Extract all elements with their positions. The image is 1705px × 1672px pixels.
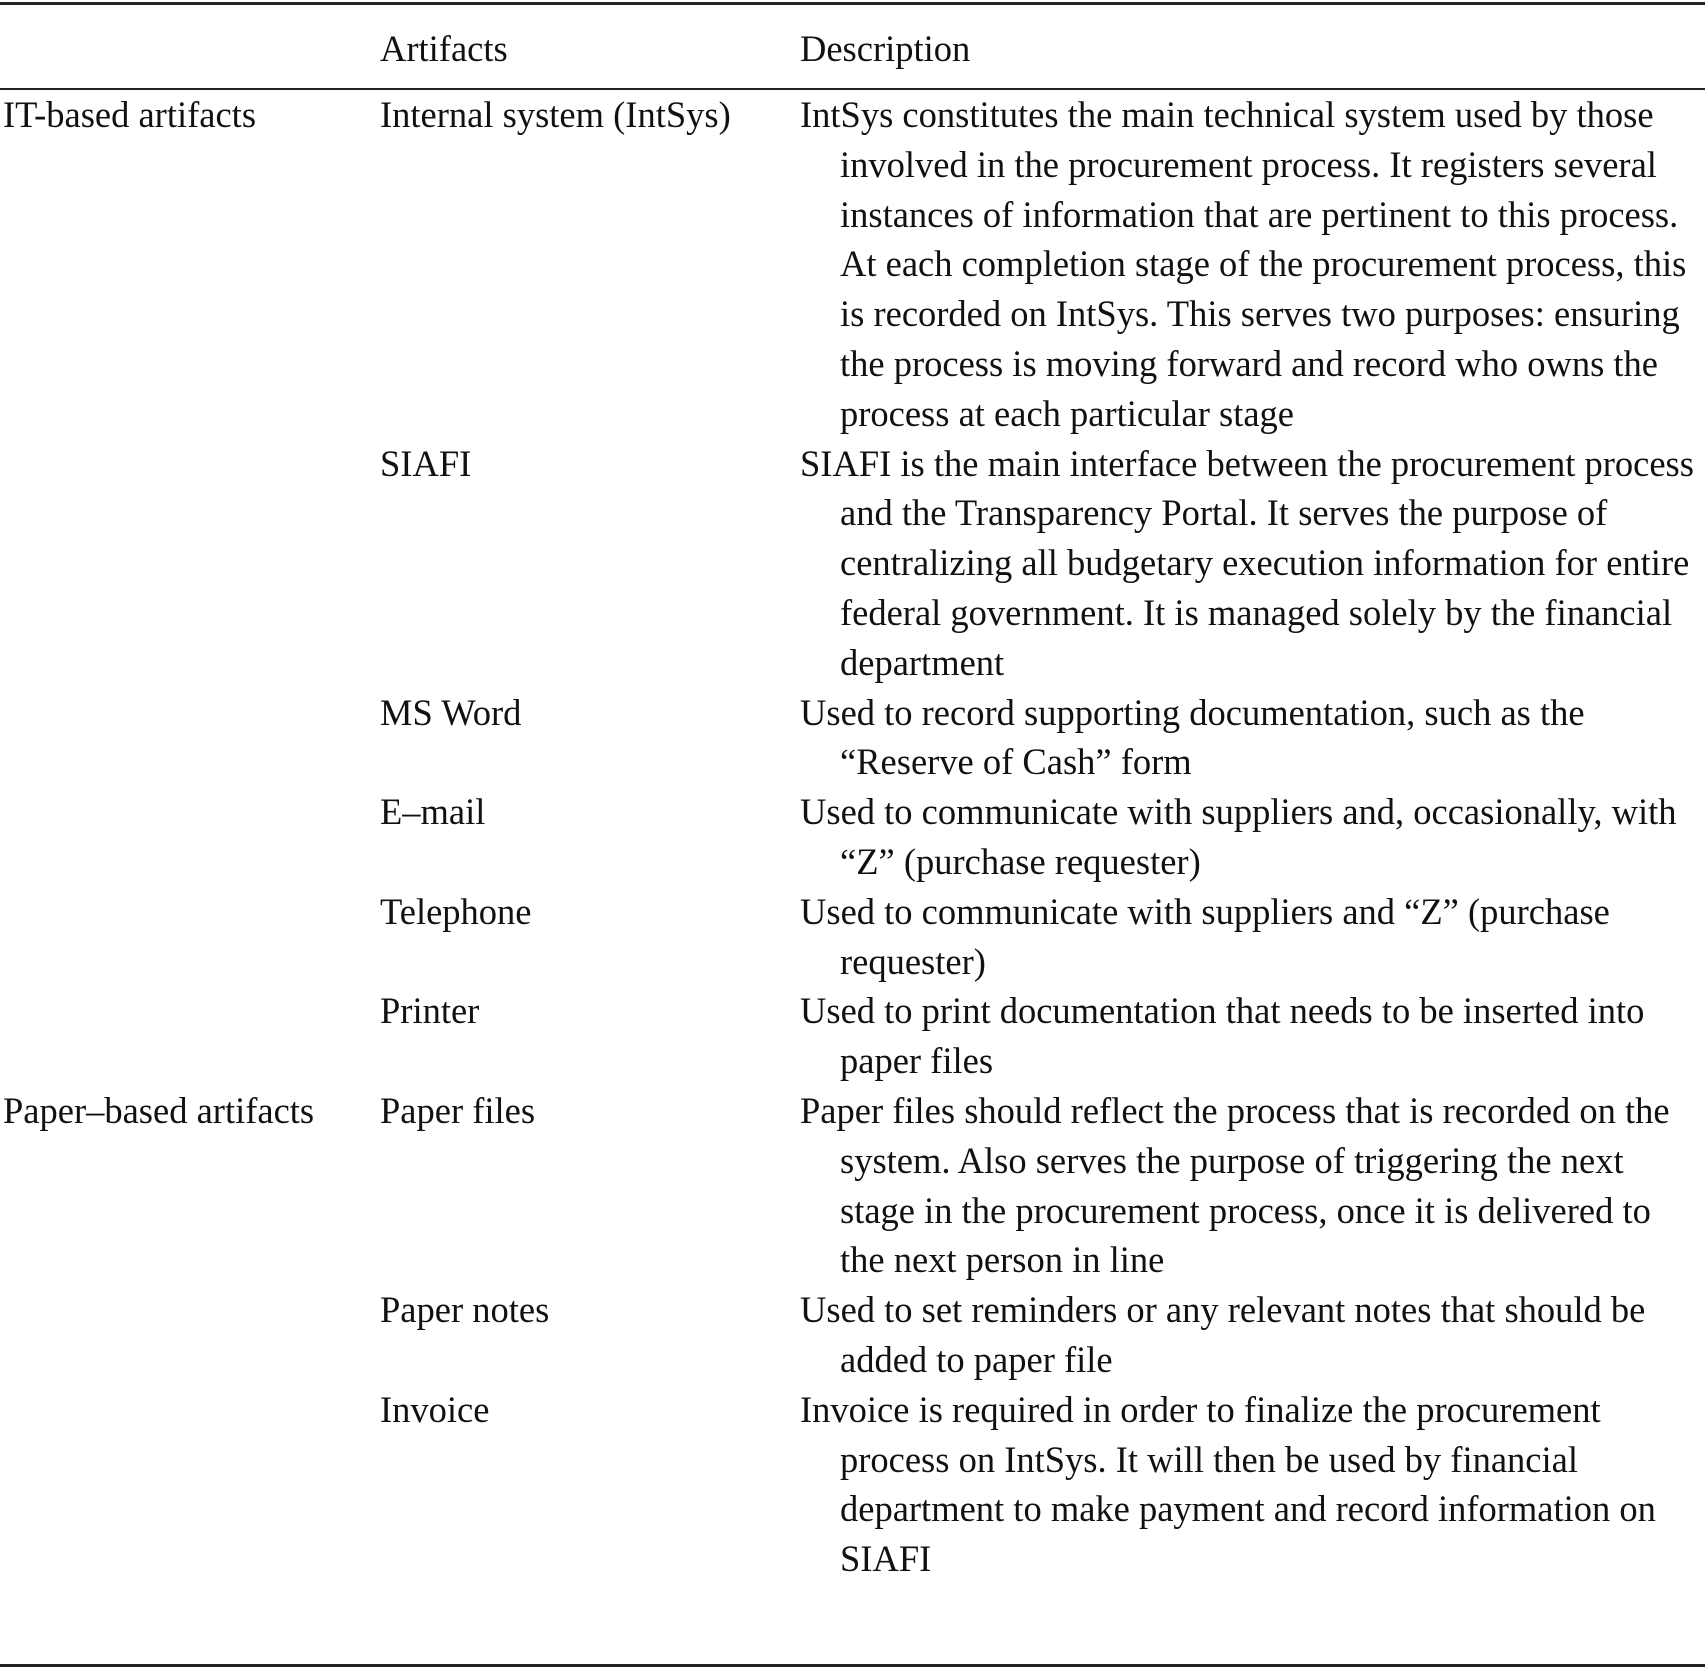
table-row — [0, 90, 1705, 439]
table-row — [0, 688, 1705, 788]
header-artifacts: Artifacts — [380, 28, 508, 69]
description-cell: Invoice is required in order to finalize the procurement process on IntSys. It will then be used by financial department to make payment and record information on SIAFI — [800, 1388, 1656, 1580]
table-header-row — [0, 24, 1705, 90]
table-body — [0, 90, 1705, 1584]
header-category — [0, 24, 380, 90]
table-row — [0, 986, 1705, 1086]
description-cell: SIAFI is the main interface between the procurement process and the Transparency Portal. It serves the purpose of centralizing all budgetary execution information for entire federal government. It is managed solely by the financial department — [800, 442, 1694, 683]
category-cell — [0, 1385, 380, 1584]
artifact-cell: Invoice — [380, 1388, 490, 1430]
category-cell — [0, 887, 380, 987]
artifact-cell: Internal system (IntSys) — [380, 94, 731, 135]
header-description: Description — [800, 28, 971, 69]
table-row — [0, 439, 1705, 688]
artifact-cell: E–mail — [380, 791, 486, 833]
artifact-cell: Telephone — [380, 890, 532, 932]
category-cell — [0, 1285, 380, 1385]
artifacts-table — [0, 24, 1705, 1584]
artifact-cell: Paper notes — [380, 1289, 550, 1331]
description-cell: Used to record supporting documentation, such as the “Reserve of Cash” form — [800, 691, 1585, 783]
description-cell: Paper files should reflect the process that is recorded on the system. Also serves the purpose of triggering the next stage in the procurement process, once it is delivered to the next person in line — [800, 1089, 1670, 1281]
table-top-rule — [0, 2, 1705, 5]
category-cell — [0, 688, 380, 788]
description-cell: Used to communicate with suppliers and, occasionally, with “Z” (purchase requester) — [800, 791, 1677, 882]
table-row — [0, 887, 1705, 987]
artifact-cell: MS Word — [380, 691, 522, 733]
artifact-cell: SIAFI — [380, 442, 472, 484]
category-cell — [0, 439, 380, 688]
artifact-cell: Printer — [380, 990, 480, 1032]
description-cell: Used to communicate with suppliers and “Z” (purchase requester) — [800, 890, 1610, 982]
description-cell: Used to set reminders or any relevant notes that should be added to paper file — [800, 1289, 1646, 1380]
category-cell: Paper–based artifacts — [3, 1089, 315, 1131]
artifact-cell: Paper files — [380, 1089, 536, 1131]
category-cell: IT-based artifacts — [3, 94, 257, 135]
table-row — [0, 1285, 1705, 1385]
table-row — [0, 1385, 1705, 1584]
table-bottom-rule — [0, 1664, 1705, 1667]
category-cell — [0, 787, 380, 887]
description-cell: IntSys constitutes the main technical system used by those involved in the procurement process. It registers several instances of information that are pertinent to this process. At each completion stage of the procurement process, this is recorded on IntSys. This serves two purposes: ensuring the process is moving forward and record who owns the process at each particular stage — [800, 94, 1687, 434]
description-cell: Used to print documentation that needs to be inserted into paper files — [800, 990, 1645, 1082]
table-row — [0, 787, 1705, 887]
table-row — [0, 1086, 1705, 1285]
category-cell — [0, 986, 380, 1086]
